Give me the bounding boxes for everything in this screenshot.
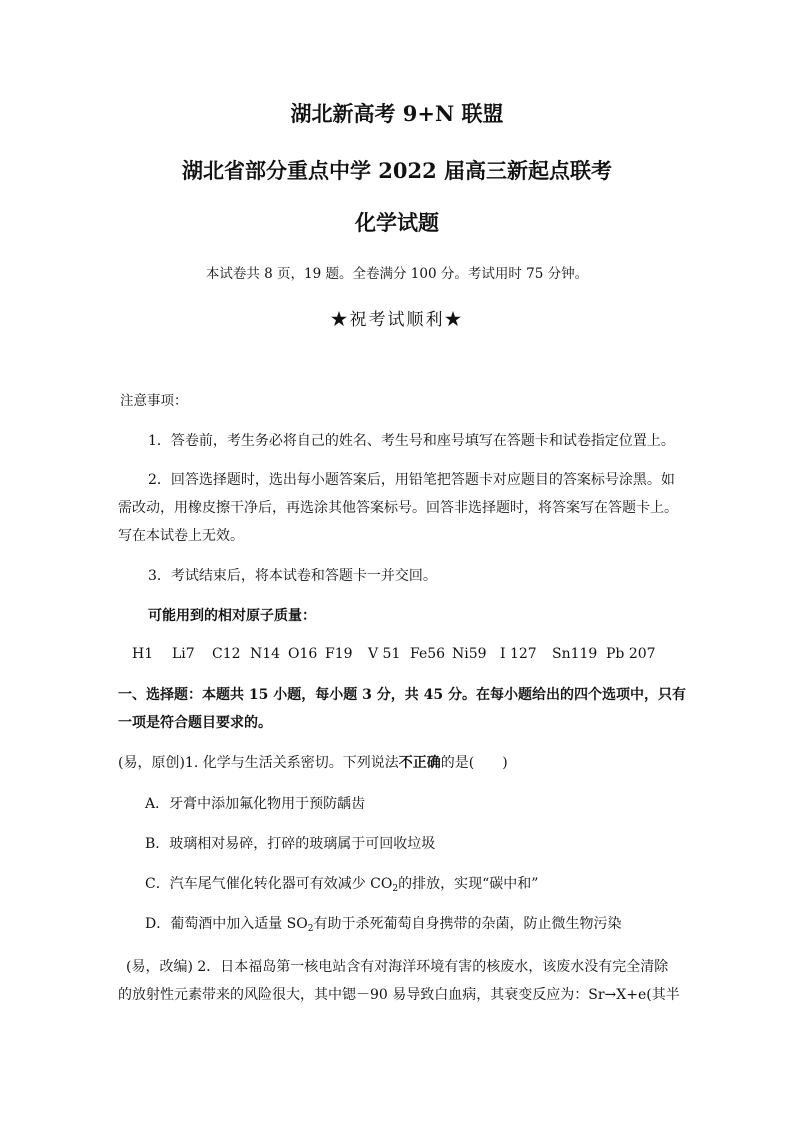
exam-info: 本试卷共 8 页，19 题。全卷满分 100 分。考试用时 75 分钟。	[205, 266, 589, 282]
option-c-text: C．汽车尾气催化转化器可有效减少 CO	[145, 876, 393, 892]
subject-title: 化学试题	[355, 210, 439, 235]
note-3: 3．考试结束后，将本试卷和答题卡一并交回。	[148, 568, 437, 584]
question-1-option-b: B．玻璃相对易碎，打碎的玻璃属于可回收垃圾	[145, 836, 436, 852]
atomic-mass-item: I 127	[500, 646, 537, 662]
atomic-mass-item: O16	[288, 646, 318, 662]
section-1-title-line-2: 一项是符合题目要求的。	[118, 715, 272, 731]
atomic-mass-item: Fe56	[410, 646, 446, 662]
atomic-mass-item: Pb 207	[606, 646, 656, 662]
note-2-line-2: 需改动，用橡皮擦干净后，再选涂其他答案标号。回答非选择题时，将答案写在答题卡上。	[118, 500, 678, 516]
question-1-option-a: A．牙膏中添加氟化物用于预防龋齿	[145, 796, 366, 812]
question-1-stem-end: 的是( )	[440, 755, 508, 771]
question-1-stem	[118, 753, 678, 773]
note-2-line-1: 2．回答选择题时，选出每小题答案后，用铅笔把答题卡对应题目的答案标号涂黑。如	[148, 472, 675, 488]
question-1-stem-emphasis: 不正确	[398, 755, 441, 771]
exam-title: 湖北省部分重点中学 2022 届高三新起点联考	[181, 158, 613, 183]
note-1: 1．答卷前，考生务必将自己的姓名、考生号和座号填写在答题卡和试卷指定位置上。	[148, 433, 675, 449]
atomic-mass-item: N14	[250, 646, 281, 662]
question-2-line-2: 的放射性元素带来的风险很大，其中锶－90 易导致白血病，其衰变反应为：Sr→X+e(其半	[118, 987, 680, 1003]
atomic-mass-item: C12	[212, 646, 241, 662]
question-1-stem-text: (易，原创)1. 化学与生活关系密切。下列说法	[118, 755, 399, 771]
option-d-subscript: 2	[307, 924, 314, 934]
option-d-text: D．葡萄酒中加入适量 SO	[145, 916, 308, 932]
note-2-line-3: 写在本试卷上无效。	[118, 528, 244, 544]
question-1-option-d	[145, 914, 705, 934]
atomic-mass-item: Ni59	[452, 646, 487, 662]
section-1-title-line-1: 一、选择题：本题共 15 小题，每小题 3 分，共 45 分。在每小题给出的四个选项中，只有	[118, 687, 686, 703]
atomic-mass-title: 可能用到的相对原子质量：	[148, 608, 316, 624]
notes-title: 注意事项：	[120, 393, 188, 409]
question-2-line-1: (易，改编) 2．日本福岛第一核电站含有对海洋环境有害的核废水，该废水没有完全清除	[126, 959, 669, 975]
option-c-text-end: 的排放，实现“碳中和”	[398, 876, 539, 892]
option-c-subscript: 2	[392, 884, 399, 894]
atomic-mass-item: V 51	[368, 646, 401, 662]
atomic-mass-item: F19	[325, 646, 353, 662]
good-luck-banner: ★祝考试顺利★	[330, 310, 464, 330]
atomic-mass-item: Sn119	[552, 646, 598, 662]
atomic-mass-item: Li7	[172, 646, 195, 662]
question-1-option-c	[145, 874, 705, 894]
atomic-mass-item: H1	[132, 646, 154, 662]
alliance-title: 湖北新高考 9+N 联盟	[290, 101, 504, 126]
option-d-text-end: 有助于杀死葡萄自身携带的杂菌，防止微生物污染	[313, 916, 622, 932]
